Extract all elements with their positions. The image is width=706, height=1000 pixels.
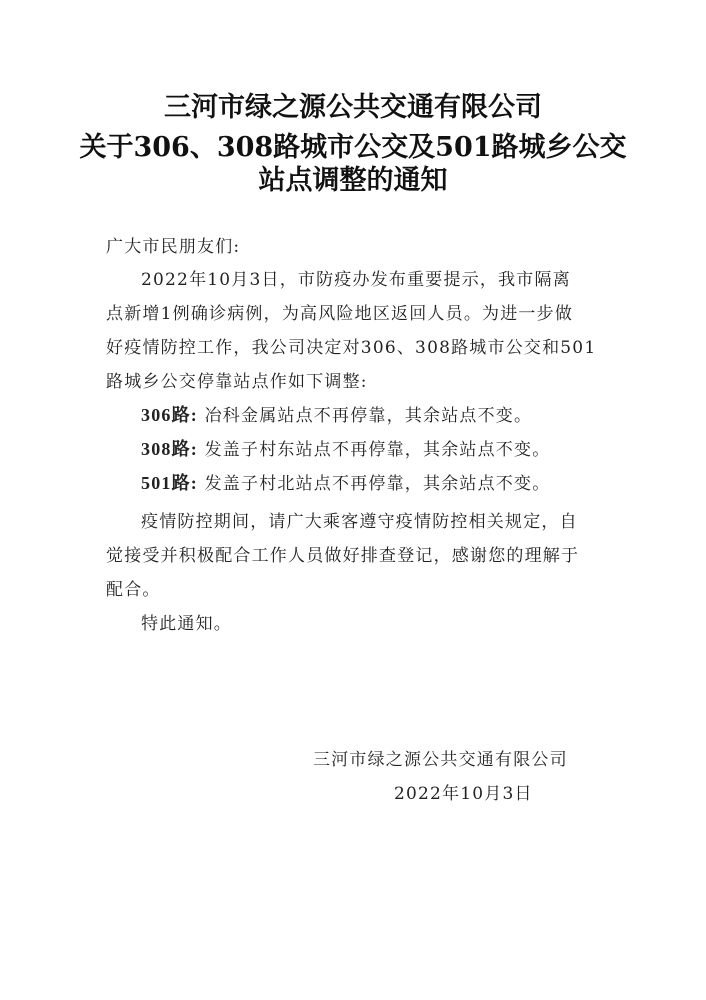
route-308-item xyxy=(141,435,550,461)
title-line-company: 三河市绿之源公共交通有限公司 xyxy=(164,92,542,123)
paragraph1-line1: 2022年10月3日，市防疫办发布重要提示，我市隔离 xyxy=(141,270,571,290)
paragraph2-line3: 配合。 xyxy=(106,580,161,600)
route-501-code: 501路: xyxy=(141,473,198,493)
paragraph2-line1: 疫情防控期间，请广大乘客遵守疫情防控相关规定，自 xyxy=(141,512,578,532)
paragraph1-line4: 路城乡公交停靠站点作如下调整: xyxy=(106,372,368,392)
signature-organization: 三河市绿之源公共交通有限公司 xyxy=(313,750,568,770)
route-306-code: 306路: xyxy=(141,405,198,425)
paragraph1-line2: 点新增1例确诊病例，为高风险地区返回人员。为进一步做 xyxy=(106,304,574,324)
paragraph1-line3: 好疫情防控工作，我公司决定对306、308路城市公交和501 xyxy=(106,338,597,358)
route-308-code: 308路: xyxy=(141,439,198,459)
route-501-item xyxy=(141,469,550,495)
title-line-routes: 关于306、308路城市公交及501路城乡公交 xyxy=(79,132,627,163)
title-line-subject: 站点调整的通知 xyxy=(258,165,448,196)
greeting: 广大市民朋友们: xyxy=(106,237,241,257)
signature-date: 2022年10月3日 xyxy=(394,784,533,804)
closing-line: 特此通知。 xyxy=(141,614,232,634)
route-308-text: 发盖子村东站点不再停靠，其余站点不变。 xyxy=(204,440,551,460)
route-501-text: 发盖子村北站点不再停靠，其余站点不变。 xyxy=(204,474,551,494)
paragraph2-line2: 觉接受并积极配合工作人员做好排查登记，感谢您的理解于 xyxy=(106,546,580,566)
route-306-text: 冶科金属站点不再停靠，其余站点不变。 xyxy=(204,406,533,426)
route-306-item xyxy=(141,401,532,427)
